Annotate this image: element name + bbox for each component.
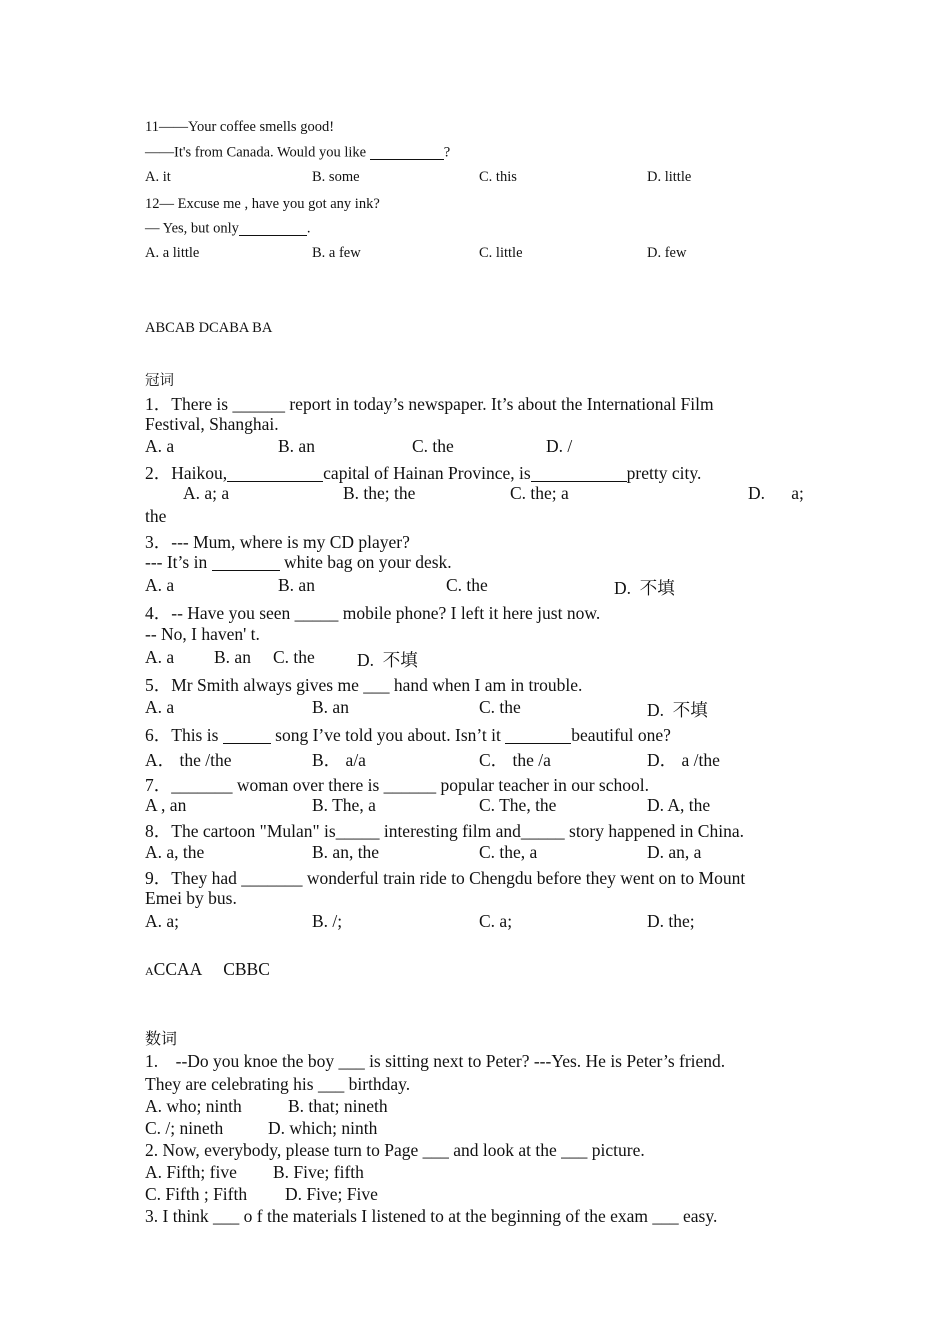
answer-key-1: ABCAB DCABA BA [145,320,273,336]
numeral-q1-line2: They are celebrating his ___ birthday. [145,1074,411,1094]
option-c: C. /; nineth [145,1118,224,1138]
option-b: B. the; the [343,483,416,503]
option-c: C. the, a [479,842,538,862]
option-c: C. Fifth ; Fifth [145,1184,248,1204]
article-q1-line1: 1．There is ______ report in today’s newspaper. It’s about the International Film [145,394,714,414]
option-a: A. who; ninth [145,1096,242,1116]
article-q7-line1: 7．_______ woman over there is ______ popular teacher in our school. [145,775,649,795]
q11-line1: 11——Your coffee smells good! [145,119,335,135]
option-b: B. an [278,436,315,456]
option-d: D. 不填 [647,700,708,720]
option-d: D. 不填 [357,650,418,670]
option-a: A. Fifth; five [145,1162,237,1182]
q12-line2: — Yes, but only . [145,220,311,237]
article-q3-line1: 3．--- Mum, where is my CD player? [145,532,410,552]
numeral-q1-line1: 1. --Do you knoe the boy ___ is sitting next to Peter? ---Yes. He is Peter’s friend. [145,1051,726,1071]
article-q5-line1: 5．Mr Smith always gives me ___ hand when I am in trouble. [145,675,583,695]
option-c: C. the [412,436,454,456]
option-a: A. a, the [145,842,205,862]
option-c: C. the; a [510,483,569,503]
article-q8-line1: 8．The cartoon "Mulan" is_____ interesting film and_____ story happened in China. [145,821,744,841]
article-q3-line2: --- It’s in white bag on your desk. [145,552,452,572]
option-b: B. an, the [312,842,380,862]
option-c: C. the [446,575,488,595]
article-q9-line1: 9．They had _______ wonderful train ride to Chengdu before they went on to Mount [145,868,746,888]
option-b: B. that; nineth [288,1096,388,1116]
option-a: A. a; a [183,483,230,503]
option-b: B. Five; fifth [273,1162,364,1182]
option-b: B. The, a [312,795,376,815]
option-c: C. The, the [479,795,557,815]
option-d: D. Five; Five [285,1184,378,1204]
answer-blank [505,726,571,745]
article-q9-line2: Emei by bus. [145,888,237,908]
article-q2-wrap: the [145,506,167,526]
answer-blank [212,553,280,572]
section-heading-articles: 冠词 [145,373,174,389]
option-d: D. a; [748,483,804,503]
article-q6-line1: 6．This is song I’ve told you about. Isn’t it beautiful one? [145,725,671,745]
option-a: A． the /the [145,750,232,770]
option-c: C． the /a [479,750,551,770]
option-b: B. a few [312,245,361,261]
option-a: A. a [145,697,175,717]
article-q4-line1: 4．-- Have you seen _____ mobile phone? I left it here just now. [145,603,601,623]
option-b: B. an [312,697,349,717]
option-b: B. /; [312,911,343,931]
answer-blank [227,464,323,483]
option-a: A , an [145,795,187,815]
option-d: D． a /the [647,750,720,770]
option-d: D. the; [647,911,695,931]
option-d: D. which; ninth [268,1118,378,1138]
option-b: B． a/a [312,750,366,770]
numeral-q2-line1: 2. Now, everybody, please turn to Page ___ and look at the ___ picture. [145,1140,645,1160]
option-d: D. / [546,436,573,456]
article-q1-line2: Festival, Shanghai. [145,414,279,434]
answer-blank [239,220,307,236]
answer-blank [223,726,271,745]
section-heading-numerals: 数词 [145,1029,178,1048]
option-c: C. this [479,169,517,185]
option-c: C. a; [479,911,513,931]
q11-line2: ——It's from Canada. Would you like ? [145,144,451,161]
option-a: A. a [145,436,175,456]
article-q4-line2: -- No, I haven' t. [145,624,260,644]
option-a: A. a [145,575,175,595]
answer-blank [370,144,444,160]
option-d: D. 不填 [614,578,675,598]
option-b: B. an [214,647,251,667]
option-b: B. some [312,169,360,185]
option-a: A. a little [145,245,200,261]
option-c: C. the [273,647,315,667]
option-a: A. it [145,169,171,185]
option-b: B. an [278,575,315,595]
option-c: C. the [479,697,521,717]
answer-blank [531,464,627,483]
q12-line1: 12— Excuse me , have you got any ink? [145,196,380,212]
option-d: D. few [647,245,687,261]
option-d: D. an, a [647,842,702,862]
option-a: A. a [145,647,175,667]
article-q2-line1: 2．Haikou, capital of Hainan Province, is pretty city. [145,463,702,483]
option-c: C. little [479,245,523,261]
option-d: D. little [647,169,692,185]
option-a: A. a; [145,911,180,931]
numeral-q3-line1: 3. I think ___ o f the materials I listened to at the beginning of the exam ___ easy. [145,1206,718,1226]
option-d: D. A, the [647,795,711,815]
answer-key-2: ACCAA CBBC [145,959,270,979]
